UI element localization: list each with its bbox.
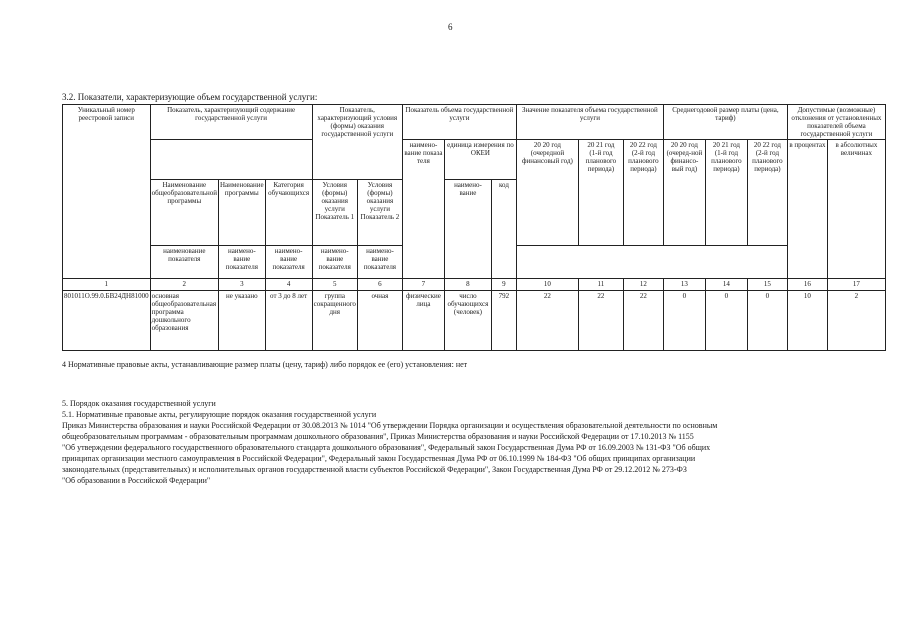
col-num: 6: [357, 279, 402, 291]
note-payment-acts: 4 Нормативные правовые акты, устанавливающие размер платы (цену, тариф) либо порядок ее (его) установления: нет: [62, 360, 468, 369]
header-allowed-deviations: Допустимые (возможные) отклонения от установленных показателей объема государственной услуги: [787, 105, 885, 140]
header-unit-name: наимено-вание: [444, 180, 491, 279]
header-deviation-absolute: в абсолютных величинах: [827, 140, 885, 279]
cell-unique-number: 801011О.99.0.БВ24ДН81000: [63, 291, 151, 351]
cell-program-name: основная общеобразовательная программа дошкольного образования: [150, 291, 218, 351]
header-price-year-3: 20 22 год (2-й год планового периода): [747, 140, 787, 246]
header-deviation-percent: в процентах: [787, 140, 827, 279]
header-year-3: 20 22 год (2-й год планового периода): [623, 140, 663, 246]
header-unit: единица измерения по ОКЕИ: [444, 140, 516, 180]
col-num: 13: [663, 279, 705, 291]
header-volume-name: наимено-вание показа теля: [402, 140, 444, 279]
col-num: 17: [827, 279, 885, 291]
indicator-name-5: наимено-вание показателя: [357, 246, 402, 279]
header-student-category: Категория обучающихся: [265, 180, 312, 246]
content-spacer: [150, 140, 312, 180]
cell-unit-code: 792: [491, 291, 516, 351]
header-condition-2: Условия (формы) оказания услуги Показатель 2: [357, 180, 402, 246]
cell-value-year-3: 22: [623, 291, 663, 351]
section-5-title: 5. Порядок оказания государственной услуги: [62, 399, 216, 408]
table-row: [63, 291, 886, 351]
header-volume-indicator: Показатель объема государственной услуги: [402, 105, 516, 140]
header-blank: [516, 246, 787, 279]
col-num: 3: [219, 279, 266, 291]
col-num: 1: [63, 279, 151, 291]
header-year-1: 20 20 год (очередной финансовый год): [516, 140, 578, 246]
col-num: 14: [705, 279, 747, 291]
header-volume-values: Значение показателя объема государственной услуги: [516, 105, 663, 140]
legal-acts-line: общеобразовательным программам - образовательным программам дошкольного образования", Приказ Министерства образования и науки Российской Федерации от 17.10.2013 № 1155: [62, 432, 694, 441]
header-program: Наименование программы: [219, 180, 266, 246]
legal-acts-line: принципах организации местного самоуправления в Российской Федерации", Федеральный закон Государственная Дума РФ от 06.10.1999 № 184-ФЗ "Об общих принципах организации: [62, 454, 696, 463]
header-average-price: Среднегодовой размер платы (цена, тариф): [663, 105, 787, 140]
cell-volume-name: физические лица: [402, 291, 444, 351]
cell-price-year-1: 0: [663, 291, 705, 351]
header-unique-number: Уникальный номер реестровой записи: [63, 105, 151, 279]
header-unit-code: код: [491, 180, 516, 279]
cell-value-year-2: 22: [578, 291, 623, 351]
indicator-name-3: наимено-вание показателя: [265, 246, 312, 279]
cell-condition-1: группа сокращенного дня: [312, 291, 357, 351]
col-num: 15: [747, 279, 787, 291]
legal-acts-line: законодательных (представительных) и исполнительных органов государственной власти субъектов Российской Федерации", Закон Государственная Дума РФ от 29.12.2012 № 273-ФЗ: [62, 465, 687, 474]
cell-price-year-3: 0: [747, 291, 787, 351]
col-num: 7: [402, 279, 444, 291]
legal-acts-line: "Об образовании в Российской Федерации": [62, 476, 211, 485]
section-5: [62, 398, 844, 486]
column-number-row: [63, 279, 886, 291]
page-number: 6: [448, 22, 453, 32]
col-num: 4: [265, 279, 312, 291]
col-num: 9: [491, 279, 516, 291]
header-program-name: Наименование общеобразовательной программы: [150, 180, 218, 246]
indicator-name-4: наимено-вание показателя: [312, 246, 357, 279]
header-price-year-2: 20 21 год (1-й год планового периода): [705, 140, 747, 246]
col-num: 11: [578, 279, 623, 291]
col-num: 5: [312, 279, 357, 291]
legal-acts-line: "Об утверждении федерального государственного образовательного стандарта дошкольного образования", Федеральный закон Государственная Дума РФ от 16.09.2003 № 131-ФЗ "Об общих: [62, 443, 711, 452]
section-5-1-title: 5.1. Нормативные правовые акты, регулирующие порядок оказания государственной услуги: [62, 410, 377, 419]
header-conditions-indicator: Показатель, характеризующий условия (формы) оказания государственной услуги: [312, 105, 402, 180]
cell-value-year-1: 22: [516, 291, 578, 351]
header-price-year-1: 20 20 год (очеред-ной финансо-вый год): [663, 140, 705, 246]
indicator-name-2: наимено-вание показателя: [219, 246, 266, 279]
cell-program: не указано: [219, 291, 266, 351]
header-condition-1: Условия (формы) оказания услуги Показатель 1: [312, 180, 357, 246]
header-year-2: 20 21 год (1-й год планового периода): [578, 140, 623, 246]
volume-indicators-table: [62, 104, 886, 351]
indicator-name-1: наименование показателя: [150, 246, 218, 279]
header-content-indicator: Показатель, характеризующий содержание государственной услуги: [150, 105, 312, 140]
cell-deviation-percent: 10: [787, 291, 827, 351]
section-title: 3.2. Показатели, характеризующие объем государственной услуги:: [62, 92, 318, 102]
cell-deviation-absolute: 2: [827, 291, 885, 351]
legal-acts-line: Приказ Министерства образования и науки Российской Федерации от 30.08.2013 № 1014 "Об утверждении Порядка организации и осуществления образовательной деятельности по основным: [62, 421, 718, 430]
cell-condition-2: очная: [357, 291, 402, 351]
col-num: 2: [150, 279, 218, 291]
cell-price-year-2: 0: [705, 291, 747, 351]
col-num: 12: [623, 279, 663, 291]
cell-unit-name: число обучающихся (человек): [444, 291, 491, 351]
col-num: 16: [787, 279, 827, 291]
col-num: 10: [516, 279, 578, 291]
col-num: 8: [444, 279, 491, 291]
cell-category: от 3 до 8 лет: [265, 291, 312, 351]
